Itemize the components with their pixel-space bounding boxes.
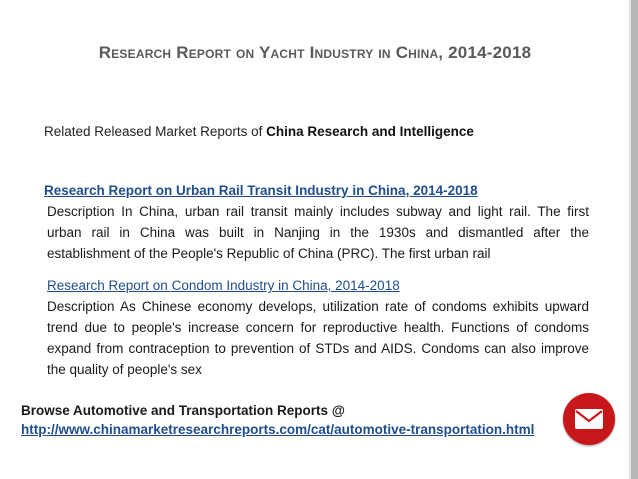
- mail-button[interactable]: [563, 393, 615, 445]
- report-entry: [47, 275, 589, 380]
- browse-url-link[interactable]: http://www.chinamarketresearchreports.com/cat/automotive-transportation.html: [21, 422, 535, 437]
- report-entry: [44, 180, 589, 264]
- envelope-icon: [574, 407, 604, 431]
- page-title: Research Report on Yacht Industry in China, 2014-2018: [98, 43, 532, 62]
- browse-section: [21, 401, 541, 439]
- company-name: China Research and Intelligence: [266, 124, 474, 139]
- slide-edge-border: [631, 0, 638, 479]
- report-description: Description In China, urban rail transit mainly includes subway and light rail. The first urban rail in China was built in Nanjing in the 1930s and dismantled after the establishment of the People's Republic of China (PRC). The first urban rail: [47, 204, 589, 261]
- report-link[interactable]: Research Report on Urban Rail Transit Industry in China, 2014-2018: [44, 183, 478, 198]
- browse-label: Browse Automotive and Transportation Reports @: [21, 403, 345, 418]
- related-prefix: Related Released Market Reports of: [44, 124, 267, 139]
- report-description: Description As Chinese economy develops, utilization rate of condoms exhibits upward trend due to people's increase concern for reproductive health. Functions of condoms expand from contraception to prevention of STDs and AIDS. Condoms can also improve the quality of people's sex: [47, 299, 589, 377]
- related-reports-heading: [44, 124, 474, 139]
- report-link[interactable]: Research Report on Condom Industry in China, 2014-2018: [47, 278, 400, 293]
